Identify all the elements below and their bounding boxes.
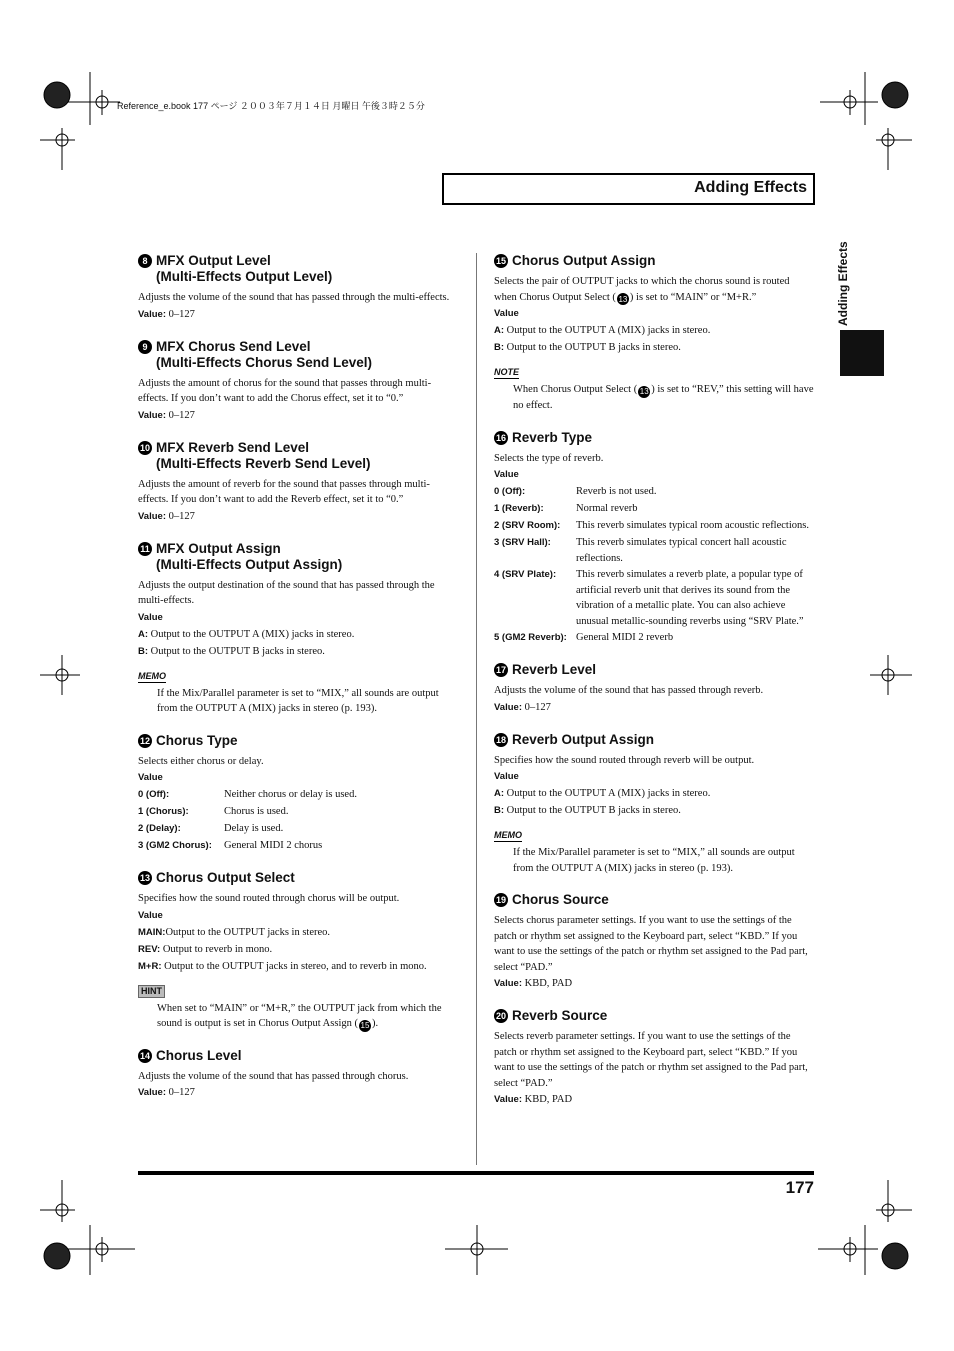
- option-key: 2 (Delay):: [138, 823, 181, 834]
- option-row: [494, 566, 814, 629]
- heading-line: Chorus Type: [156, 732, 238, 748]
- option-row: [138, 820, 460, 837]
- option-key: 4 (SRV Plate):: [494, 569, 557, 580]
- description: Selects either chorus or delay.: [138, 755, 264, 767]
- option-value: Output to the OUTPUT B jacks in stereo.: [504, 342, 681, 354]
- value-heading: Value: [494, 308, 519, 320]
- option-value: Chorus is used.: [224, 806, 289, 817]
- section-reverb-source: [494, 1008, 814, 1108]
- side-tab-marker: [840, 330, 884, 376]
- value-heading: Value: [494, 469, 519, 480]
- side-tab-label: [836, 230, 856, 330]
- number-badge-icon: 13: [139, 873, 150, 883]
- number-badge-icon: 18: [495, 734, 506, 745]
- memo-block: [138, 666, 460, 717]
- option-row: [494, 322, 814, 339]
- hint-text-part: ).: [371, 1018, 379, 1029]
- description: Adjusts the volume of the sound that has passed through reverb.: [494, 685, 764, 696]
- value-label: Value:: [494, 701, 522, 713]
- option-value: General MIDI 2 chorus: [224, 840, 323, 851]
- number-badge-icon: 8: [138, 254, 152, 268]
- header-box: [442, 173, 815, 205]
- value-line: [138, 1084, 460, 1101]
- section-chorus-output-select: [138, 870, 460, 1032]
- section-mfx-chorus-send-level: [138, 339, 460, 424]
- value-label: Value:: [138, 409, 166, 421]
- option-row: [494, 534, 814, 566]
- number-badge-icon: 17: [495, 665, 506, 675]
- option-value: Output to the OUTPUT B jacks in stereo.: [504, 805, 681, 816]
- description: Adjusts the volume of the sound that has passed through the multi-effects.: [138, 292, 450, 303]
- option-key: REV:: [138, 943, 161, 955]
- number-badge-icon: 10: [139, 442, 150, 453]
- right-column: [494, 253, 814, 1124]
- value-label: Value:: [138, 308, 166, 320]
- section-mfx-output-level: [138, 253, 460, 323]
- option-value: Output to the OUTPUT A (MIX) jacks in stereo.: [504, 325, 711, 337]
- section-heading: [138, 1048, 460, 1064]
- option-key: B:: [494, 805, 505, 816]
- heading-line: (Multi-Effects Chorus Send Level): [156, 354, 373, 370]
- section-chorus-type: [138, 733, 460, 855]
- description: Specifies how the sound routed through chorus will be output.: [138, 893, 400, 904]
- value-line: [138, 306, 460, 323]
- section-heading: [138, 253, 460, 285]
- memo-text: If the Mix/Parallel parameter is set to “MIX,” all sounds are output from the OUTPUT A (MIX) jacks in stereo (p. 193).: [513, 847, 795, 874]
- value-label: Value:: [494, 1094, 522, 1105]
- reference-number-icon: 13: [639, 387, 649, 397]
- heading-line: Reverb Type: [512, 429, 593, 445]
- value-text: 0–127: [522, 701, 551, 713]
- description: Adjusts the volume of the sound that has passed through chorus.: [138, 1070, 409, 1082]
- value-heading: Value: [138, 611, 163, 623]
- description-part: Selects the pair of OUTPUT jacks to which the chorus sound is routed when Chorus Output Select (: [494, 276, 790, 303]
- option-key: 0 (Off):: [494, 486, 526, 497]
- value-line: [138, 508, 460, 525]
- option-value: Delay is used.: [224, 823, 284, 834]
- option-row: [138, 626, 460, 643]
- value-line: [494, 1091, 814, 1108]
- section-reverb-level: [494, 662, 814, 716]
- option-row: [494, 802, 814, 819]
- description: Selects reverb parameter settings. If you want to use the settings of the patch or rhythm set assigned to the Keyboard part, select “KBD.” If you want to use the settings of the patch or rhythm set assigned to the Pad part, select “PAD.”: [494, 1031, 808, 1089]
- option-key: M+R:: [138, 960, 162, 972]
- value-label: Value:: [494, 978, 522, 989]
- option-row: [494, 517, 814, 534]
- value-line: [138, 407, 460, 424]
- number-badge-icon: 12: [139, 735, 150, 746]
- value-heading: Value: [494, 771, 519, 782]
- section-heading: [494, 892, 814, 908]
- footer-rule: [138, 1171, 814, 1175]
- heading-line: Chorus Output Assign: [512, 253, 656, 268]
- memo-text: If the Mix/Parallel parameter is set to “MIX,” all sounds are output from the OUTPUT A (MIX) jacks in stereo (p. 193).: [157, 687, 439, 714]
- reference-number-icon: 13: [618, 294, 628, 304]
- heading-line: MFX Reverb Send Level: [156, 439, 310, 455]
- option-key: A:: [138, 628, 149, 640]
- option-value: Output to the OUTPUT A (MIX) jacks in stereo.: [148, 628, 355, 640]
- section-heading: [494, 662, 814, 678]
- section-chorus-level: [138, 1048, 460, 1102]
- value-heading: Value: [138, 909, 163, 921]
- section-heading: [138, 541, 460, 573]
- option-key: 1 (Chorus):: [138, 806, 189, 817]
- memo-block: [494, 825, 814, 876]
- option-value: Reverb is not used.: [576, 486, 657, 497]
- number-badge-icon: 19: [495, 895, 506, 905]
- number-badge-icon: 16: [495, 432, 506, 443]
- value-line: [494, 975, 814, 992]
- option-row: [138, 941, 460, 958]
- page-number: 177: [785, 1178, 814, 1197]
- note-block: [494, 362, 814, 413]
- column-divider: [476, 253, 477, 1165]
- number-badge-icon: 11: [138, 542, 152, 556]
- description: Specifies how the sound routed through reverb will be output.: [494, 754, 755, 766]
- option-row: [494, 339, 814, 356]
- section-reverb-type: [494, 430, 814, 647]
- option-value: This reverb simulates typical room acoustic reflections.: [576, 520, 809, 531]
- heading-line: (Multi-Effects Reverb Send Level): [156, 455, 371, 471]
- description: Adjusts the output destination of the sound that has passed through the multi-effects.: [138, 579, 435, 606]
- heading-line: (Multi-Effects Output Assign): [156, 556, 343, 572]
- note-text-part: When Chorus Output Select (: [513, 384, 638, 396]
- section-mfx-reverb-send-level: [138, 440, 460, 525]
- option-value: Output to the OUTPUT A (MIX) jacks in stereo.: [504, 788, 711, 799]
- number-badge-icon: 9: [138, 340, 152, 354]
- option-key: 2 (SRV Room):: [494, 520, 561, 531]
- value-text: 0–127: [166, 510, 195, 522]
- heading-line: MFX Chorus Send Level: [156, 338, 311, 354]
- note-text: [513, 382, 814, 413]
- heading-line: (Multi-Effects Output Level): [156, 269, 333, 284]
- option-row: [138, 643, 460, 660]
- description: Adjusts the amount of reverb for the sound that passes through multi-effects. If you don’t want to add the Reverb effect, set it to “0.”: [138, 478, 430, 505]
- section-chorus-output-assign: [494, 253, 814, 414]
- heading-line: Chorus Source: [512, 892, 609, 907]
- description: [494, 274, 814, 305]
- option-key: 0 (Off):: [138, 789, 170, 800]
- option-value: Output to the OUTPUT jacks in stereo.: [165, 926, 331, 938]
- option-row: [138, 924, 460, 941]
- value-text: 0–127: [166, 409, 195, 421]
- option-key: MAIN:: [138, 926, 166, 938]
- hint-icon: HINT: [138, 985, 165, 998]
- option-value: Output to the OUTPUT B jacks in stereo.: [148, 645, 325, 657]
- option-key: 5 (GM2 Reverb):: [494, 632, 567, 643]
- note-text-part: ) is set to “REV,” this setting will have no effect.: [513, 384, 814, 411]
- heading-line: Reverb Source: [512, 1008, 608, 1023]
- hint-block: [138, 981, 460, 1032]
- description: Selects chorus parameter settings. If you want to use the settings of the patch or rhythm set assigned to the Keyboard part, select “KBD.” If you want to use the settings of the patch or rhythm set assigned to the Pad part, select “PAD.”: [494, 915, 808, 973]
- value-text: KBD, PAD: [522, 978, 573, 989]
- value-text: 0–127: [166, 308, 195, 320]
- page-title: Adding Effects: [694, 179, 807, 196]
- section-heading: [138, 339, 460, 371]
- heading-line: Reverb Output Assign: [512, 731, 655, 747]
- option-key: A:: [494, 325, 505, 337]
- section-mfx-output-assign: [138, 541, 460, 717]
- option-value: General MIDI 2 reverb: [576, 632, 674, 643]
- option-value: Normal reverb: [576, 503, 638, 514]
- option-row: [138, 803, 460, 820]
- hint-text-part: When set to “MAIN” or “M+R,” the OUTPUT jack from which the sound is output is set in Chorus Output Assign (: [157, 1002, 442, 1029]
- option-row: [138, 837, 460, 854]
- option-row: [138, 786, 460, 803]
- section-heading: [494, 1008, 814, 1024]
- option-row: [138, 958, 460, 975]
- option-key: 3 (GM2 Chorus):: [138, 840, 212, 851]
- number-badge-icon: 14: [139, 1050, 150, 1061]
- value-heading: Value: [138, 772, 163, 783]
- value-text: 0–127: [166, 1087, 195, 1099]
- section-heading: [494, 732, 814, 748]
- option-key: 3 (SRV Hall):: [494, 537, 551, 548]
- reference-number-icon: 15: [360, 1021, 370, 1030]
- heading-line: MFX Output Assign: [156, 540, 281, 556]
- option-row: [494, 785, 814, 802]
- heading-line: Chorus Output Select: [156, 870, 295, 885]
- value-text: KBD, PAD: [522, 1094, 573, 1105]
- section-heading: [138, 870, 460, 886]
- heading-line: Reverb Level: [512, 662, 597, 677]
- section-heading: [138, 440, 460, 472]
- option-row: [494, 500, 814, 517]
- option-value: Output to the OUTPUT jacks in stereo, and to reverb in mono.: [161, 960, 427, 972]
- description: Selects the type of reverb.: [494, 452, 604, 464]
- left-column: [138, 253, 460, 1117]
- note-icon: NOTE: [494, 367, 520, 378]
- heading-line: Chorus Level: [156, 1047, 242, 1063]
- memo-icon: MEMO: [494, 830, 522, 840]
- file-info-line: Reference_e.book 177 ページ ２００３年７月１４日 月曜日 午後３時２５分: [117, 101, 425, 111]
- value-label: Value:: [138, 1087, 166, 1099]
- value-line: [494, 699, 814, 716]
- section-reverb-output-assign: [494, 732, 814, 877]
- option-key: 1 (Reverb):: [494, 503, 544, 514]
- section-chorus-source: [494, 892, 814, 992]
- value-label: Value:: [138, 510, 166, 522]
- option-key: A:: [494, 788, 505, 799]
- side-tab-text: Adding Effects: [836, 241, 850, 326]
- option-key: B:: [138, 645, 149, 657]
- option-row: [494, 483, 814, 500]
- option-key: B:: [494, 342, 505, 354]
- hint-text: [157, 1001, 460, 1032]
- section-heading: [494, 430, 814, 446]
- description-part: ) is set to “MAIN” or “M+R.”: [629, 291, 757, 303]
- heading-line: MFX Output Level: [156, 253, 271, 268]
- option-row: [494, 629, 814, 646]
- option-value: This reverb simulates typical concert hall acoustic reflections.: [576, 537, 787, 564]
- memo-icon: MEMO: [138, 670, 166, 681]
- number-badge-icon: 20: [495, 1011, 506, 1021]
- description: Adjusts the amount of chorus for the sound that passes through multi-effects. If you don’t want to add the Chorus effect, set it to “0.”: [138, 377, 432, 404]
- section-heading: [138, 733, 460, 749]
- option-value: This reverb simulates a reverb plate, a popular type of artificial reverb unit that derives its sound from the vibration of a metallic plate. You can also achieve unusual metallic-sounding reverbs using “SRV Plate.”: [576, 569, 804, 627]
- option-value: Output to reverb in mono.: [160, 943, 273, 955]
- option-value: Neither chorus or delay is used.: [224, 789, 357, 800]
- section-heading: [494, 253, 814, 269]
- number-badge-icon: 15: [495, 256, 506, 266]
